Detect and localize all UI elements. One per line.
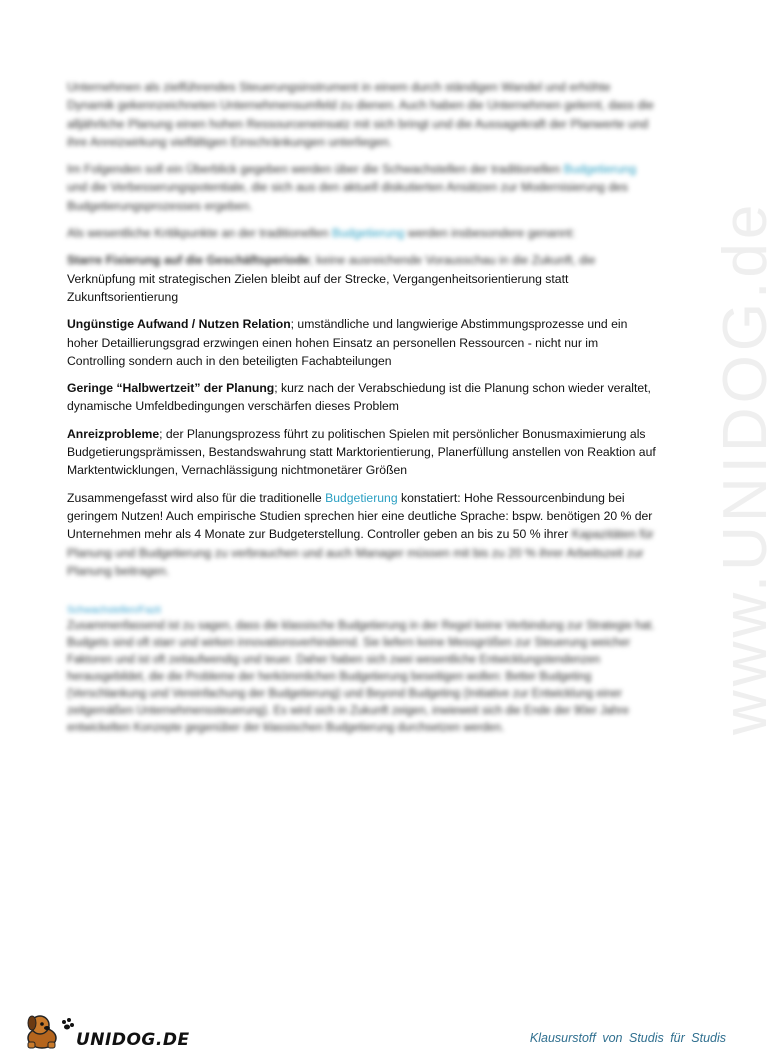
paragraph-criticism-intro: Als wesentliche Kritikpunkte an der traditionellen Budgetierung werden insbesondere genannt:	[67, 226, 576, 241]
paragraph-overview: Im Folgenden soll ein Überblick gegeben werden über die Schwachstellen der traditionellen Budgetierung und die Verbesserungspotentiale, die sich aus den aktuell diskutierten Ansätzen zur Modernisierung des Budgetierungsprozesses ergeben.	[67, 162, 637, 213]
budgetierung-link[interactable]: Budgetierung	[325, 490, 398, 505]
paragraph-starre-fixierung: Starre Fixierung auf die Geschäftsperiode; keine ausreichende Vorausschau in die Zukunft, die Verknüpfung mit strategischen Zielen bleibt auf der Strecke, Vergangenheitsorientierung statt Zukunftsorientierung	[67, 253, 596, 304]
dog-mascot-icon	[20, 1012, 76, 1052]
document-body	[67, 78, 657, 746]
footer-tagline: Klausurstoff von Studis für Studis	[529, 1031, 726, 1045]
paragraph-zusammengefasst: Zusammengefasst wird also für die traditionelle Budgetierung konstatiert: Hohe Ressourcenbindung bei geringem Nutzen! Auch empirische Studien sprechen hier eine deutliche Sprache: bspw. benötigen 20 % der Unternehmen mehr als 4 Monate zur Budgeterstellung. Controller geben an bis zu 50 % ihrer Kapazitäten für Planung und Budgetierung zu verbrauchen und auch Manager müssen mit bis zu 20 % ihrer Arbeitszeit zur Planung beitragen.	[67, 490, 654, 578]
blurred-bottom-section	[67, 604, 657, 737]
section-heading-fazit: Schwachstellen/Fazit	[67, 605, 161, 617]
logo-text: UNIDOG.DE	[76, 1030, 190, 1050]
budgetierung-link[interactable]: Budgetierung	[563, 162, 637, 177]
unidog-logo[interactable]	[20, 1012, 190, 1052]
budgetierung-link[interactable]: Budgetierung	[331, 226, 405, 241]
paragraph-aufwand-nutzen: Ungünstige Aufwand / Nutzen Relation; umständliche und langwierige Abstimmungsprozesse und ein hoher Detaillierungsgrad erzwingen einen hohen Einsatz an personellen Ressourcen - nicht nur im Controlling sondern auch in den beteiligten Fachabteilungen	[67, 317, 628, 368]
paragraph-fazit: Zusammenfassend ist zu sagen, dass die klassische Budgetierung in der Regel keine Verbindung zur Strategie hat. Budgets sind oft starr und wirken innovationsverhindernd. Sie liefern keine Messgrößen zur Steuerung weicher Faktoren und ist oft zeitaufwendig und teuer. Daher haben sich zwei wesentliche Entwicklungstendenzen herausgebildet, die die Probleme der herkömmlichen Budgetierung beseitigen wollen: Better Budgeting (Verschlankung und Vereinfachung der Budgetierung) und Beyond Budgeting (Initiative zur Entwicklung einer zeitgemäßen Unternehmenssteuerung). Es wird sich in Zukunft zeigen, inwieweit sich die Ende der 90er Jahre entwickelten Konzepte gegenüber der klassischen Budgetierung durchsetzen werden.	[67, 620, 655, 735]
paragraph-intro: Unternehmen als zielführendes Steuerungsinstrument in einem durch ständigen Wandel und erhöhte Dynamik gekennzeichneten Unternehmensumfeld zu dienen. Auch haben die Unternehmen gelernt, dass die alljährliche Planung einen hohen Ressourceneinsatz mit sich bringt und die Aussagekraft der Planwerte und ihre Anreizwirkung vielfältigen Einschränkungen unterliegen.	[67, 80, 654, 149]
paragraph-anreizprobleme: Anreizprobleme; der Planungsprozess führt zu politischen Spielen mit persönlicher Bonusmaximierung als Budgetierungsprämissen, Bestandswahrung statt Marktorientierung, Planerfüllung anstellen von Reaktion auf Marktentwicklungen, Vernachlässigung nichtmonetärer Größen	[67, 426, 656, 478]
watermark-text: www.UNIDOG.de	[711, 200, 780, 735]
paragraph-halbwertzeit: Geringe “Halbwertzeit” der Planung; kurz nach der Verabschiedung ist die Planung schon wieder veraltet, dynamische Umfeldbedingungen verschärfen dieses Problem	[67, 381, 651, 414]
blurred-top-section	[67, 78, 657, 242]
